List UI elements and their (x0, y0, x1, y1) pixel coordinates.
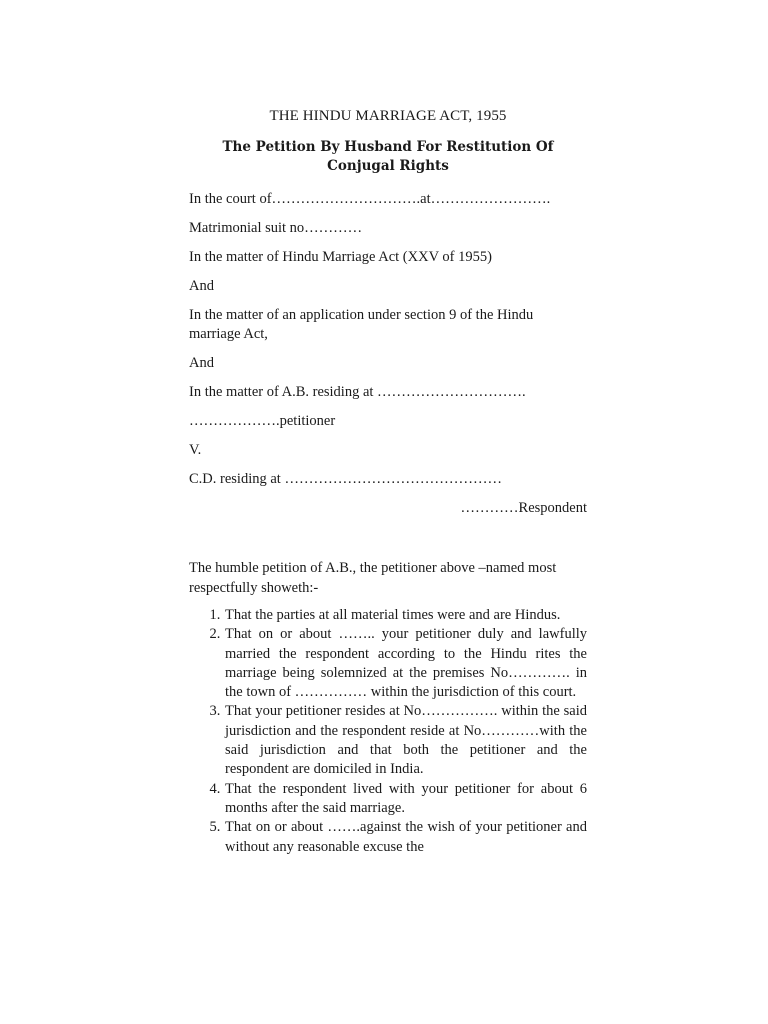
list-item: 2. That on or about …….. your petitioner duly and lawfully married the respondent according to the Hindu rites the marriage being solemnized at the premises No…………. in the town of …………… within the jurisdiction of this court. (224, 625, 587, 702)
court-line: In the court of………………………….at……………………. (189, 191, 551, 207)
list-item: 3. That your petitioner resides at No……………. within the said jurisdiction and the respondent reside at No…………with the said jurisdiction and that both the petitioner and the respondent are domiciled in India. (224, 702, 587, 779)
and-line: And (189, 278, 214, 294)
and-line: And (189, 355, 214, 371)
list-item: 1. That the parties at all material times were and are Hindus. (224, 606, 587, 625)
petition-title: The Petition By Husband For Restitution Of Conjugal Rights (222, 139, 554, 174)
petitioner-residence-line: In the matter of A.B. residing at …………………………. (189, 384, 526, 400)
list-item: 4. That the respondent lived with your petitioner for about 6 months after the said marriage. (224, 780, 587, 819)
application-matter-line: In the matter of an application under section 9 of the Hindu marriage Act, (189, 307, 534, 342)
list-item: 5. That on or about …….against the wish of your petitioner and without any reasonable excuse the (224, 818, 587, 857)
respondent-residence-line: C.D. residing at ……………………………………… (189, 471, 502, 487)
petition-intro: The humble petition of A.B., the petitioner above –named most respectfully showeth:- (189, 560, 557, 596)
versus-line: V. (189, 442, 202, 458)
petitioner-line: ……………….petitioner (189, 413, 336, 429)
suit-number-line: Matrimonial suit no………… (189, 220, 363, 236)
act-title: THE HINDU MARRIAGE ACT, 1955 (269, 108, 507, 124)
petition-points-list (189, 606, 587, 857)
document-page (189, 108, 587, 857)
respondent-line: …………Respondent (460, 500, 587, 516)
act-matter-line: In the matter of Hindu Marriage Act (XXV of 1955) (189, 249, 492, 265)
